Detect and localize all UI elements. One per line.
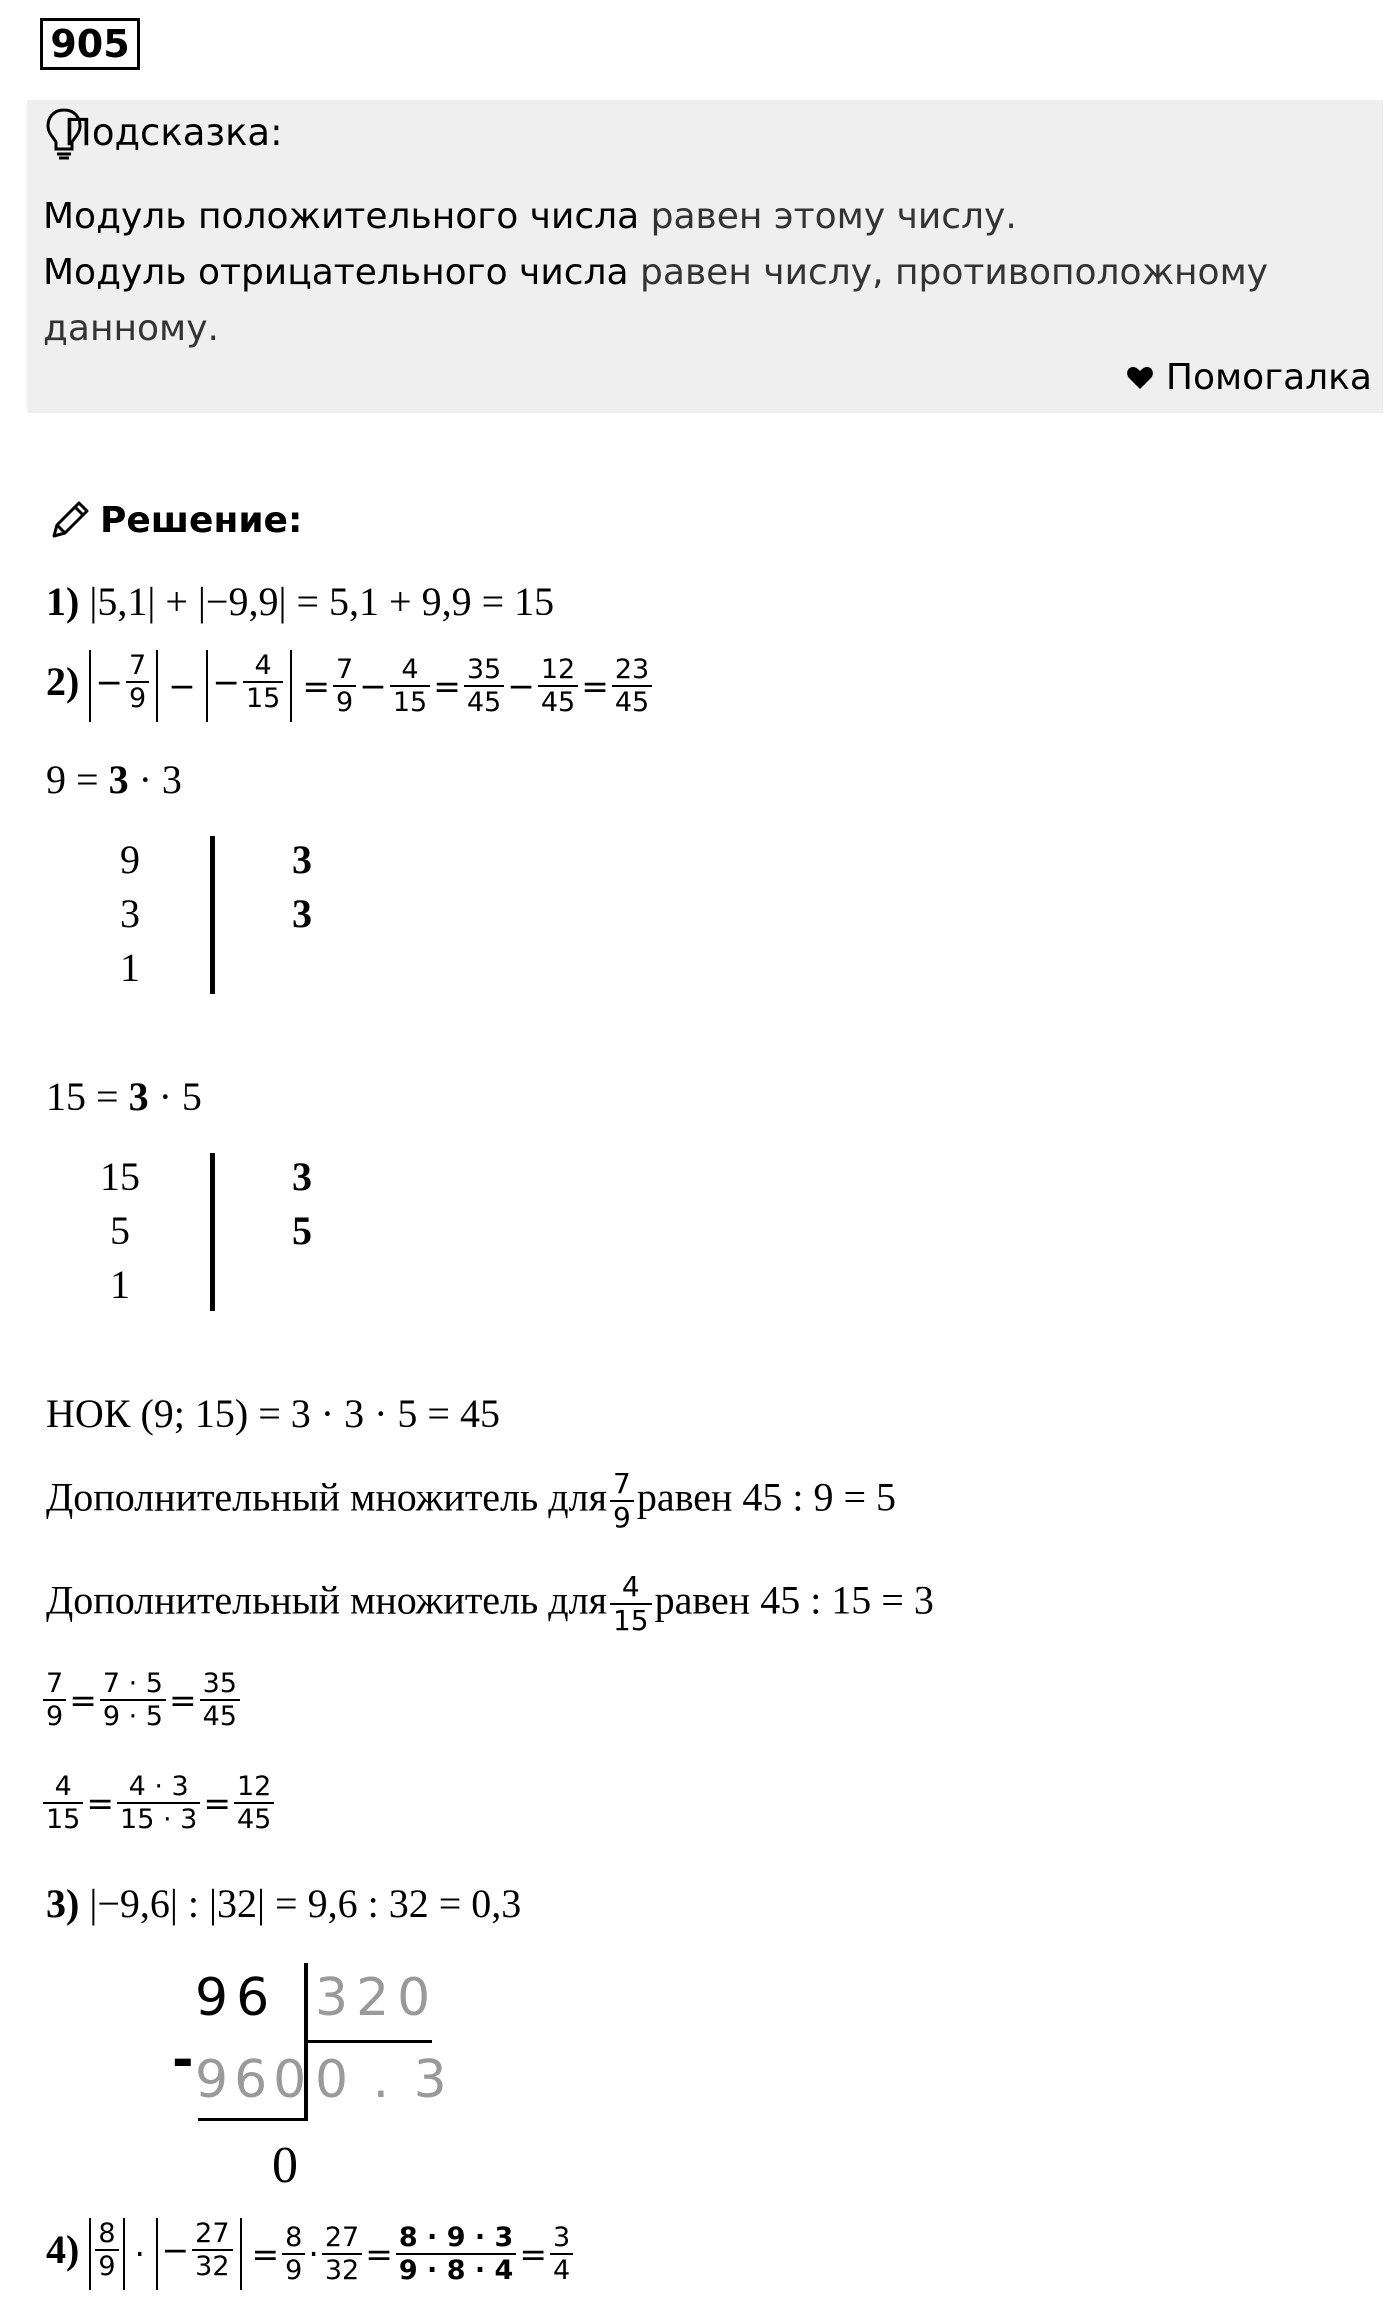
hint-line-1: [43, 196, 1017, 237]
helper-link[interactable]: [1126, 357, 1372, 398]
item-4: 4) $\frac{8}{9}$ · − $\frac{27}{32}$ = $\frac{8}{9}$ · $\frac{27}{32}$ = $\frac{8 \cdot 9 \cdot 3}{9 \cdot 8 \cdot 4}$ = $\frac{3}{4}$: [46, 2218, 576, 2290]
item-1-number: 1): [46, 579, 80, 624]
item-1-expression: |5,1| + |−9,9| = 5,1 + 9,9 = 15: [79, 579, 555, 624]
expand-7-9: $\frac{7}{9}$ = $\frac{7 \cdot 5}{9 \cdot 5}$ = $\frac{35}{45}$: [40, 1668, 243, 1732]
item-3-expression: |−9,6| : |32| = 9,6 : 32 = 0,3: [79, 1881, 522, 1926]
factor-table-15-left: 15 5 1: [100, 1154, 140, 1307]
item-3: [46, 1880, 521, 1927]
hint-line-1-bold: Модуль положительного числа: [43, 196, 640, 237]
ldiv-quotient: 0 . 3: [315, 2050, 451, 2110]
abs-value-1: − $\frac{7}{9}$: [89, 650, 158, 722]
pencil-icon: [46, 496, 94, 544]
hint-line-3: данному.: [43, 308, 219, 349]
extra-factor-2: Дополнительный множитель для $\frac{4}{15}$ равен 45 : 15 = 3: [46, 1570, 934, 1638]
extra-factor-1: Дополнительный множитель для $\frac{7}{9}$ равен 45 : 9 = 5: [46, 1467, 897, 1535]
helper-label: Помогалка: [1165, 357, 1372, 398]
ldiv-subtrahend: 960: [195, 2050, 313, 2110]
hint-line-1-rest: равен этому числу.: [639, 196, 1017, 237]
abs-value-3: $\frac{8}{9}$: [89, 2218, 124, 2290]
heart-icon: [1126, 365, 1154, 391]
abs-value-2: − $\frac{4}{15}$: [206, 650, 292, 722]
factor-divider: [210, 1153, 215, 1311]
expand-4-15: $\frac{4}{15}$ = $\frac{4 \cdot 3}{15 \cdot 3}$ = $\frac{12}{45}$: [40, 1771, 277, 1835]
hint-line-2-bold: Модуль отрицательного числа: [43, 252, 629, 293]
item-4-number: 4): [46, 2227, 80, 2273]
ldiv-divisor-line: [304, 2040, 432, 2043]
solution-title: Решение:: [100, 500, 303, 541]
ldiv-remainder: 0: [272, 2137, 298, 2194]
task-number: 905: [40, 18, 140, 70]
decomp-15: 15 = 3 · 5: [46, 1074, 202, 1119]
hint-line-2-rest: равен числу, противоположному: [628, 252, 1269, 293]
item-2: 2) − $\frac{7}{9}$ − − $\frac{4}{15}$ = $\frac{7}{9}$ − $\frac{4}{15}$ = $\frac{35}{45}$ − $\frac{12}{45}$ = $\frac{23}{45}$: [46, 650, 655, 722]
decomp-9: 9 = 3 · 3: [46, 757, 182, 802]
item-1: [46, 578, 554, 625]
item-2-number: 2): [46, 659, 80, 705]
fraction: $\frac{4}{15}$: [243, 650, 283, 714]
abs-value-4: − $\frac{27}{32}$: [156, 2218, 242, 2290]
factor-divider: [210, 836, 215, 994]
factor-table-15-right: 3 5: [292, 1154, 312, 1253]
ldiv-divisor: 320: [315, 1968, 439, 2028]
ldiv-sub-line: [198, 2118, 308, 2121]
hint-line-2: [43, 252, 1268, 293]
item-3-number: 3): [46, 1881, 80, 1926]
factor-table-9-right: 3 3: [292, 837, 312, 936]
fraction: $\frac{7}{9}$: [126, 650, 149, 714]
factor-table-9-left: 9 3 1: [120, 837, 140, 990]
hint-title: Подсказка:: [64, 111, 283, 154]
lcm-line: НОК (9; 15) = 3 · 3 · 5 = 45: [46, 1391, 500, 1436]
ldiv-minus: -: [172, 2030, 194, 2090]
ldiv-dividend: 96: [195, 1968, 278, 2028]
